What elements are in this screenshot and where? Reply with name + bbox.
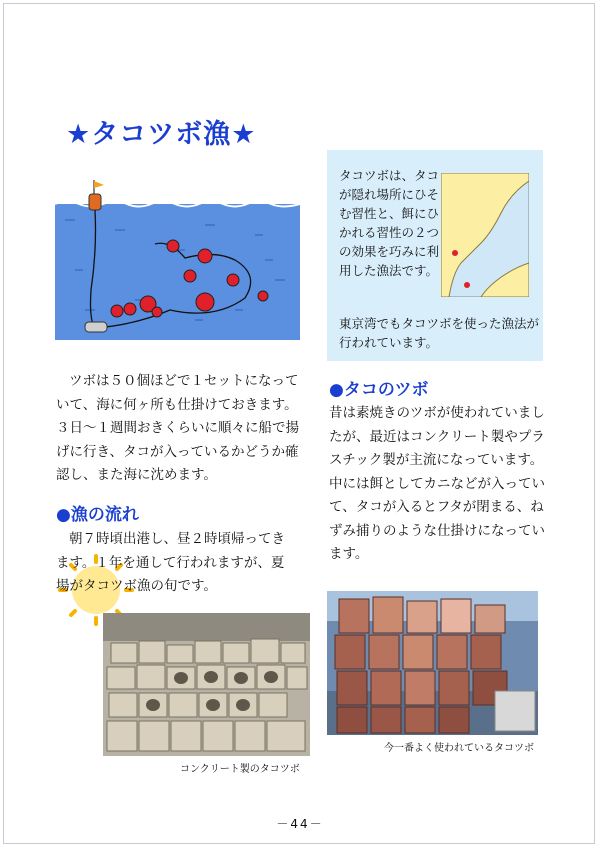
- caption-current-pot: 今一番よく使われているタコツボ: [384, 743, 534, 754]
- octopus-pot-illustration: [55, 180, 300, 340]
- section-text-flow: 朝７時頃出港し、昼２時頃帰ってきます。１年を通して行われますが、夏場がタコツボ漁の旬です。: [56, 531, 285, 594]
- caption-concrete-pot: コンクリート製のタコツボ: [180, 764, 300, 775]
- section-heading-flow: ●漁の流れ: [56, 505, 139, 525]
- section-text-pots: 昔は素焼きのツボが使われていましたが、最近はコンクリート製やプラスチック製が主流になっています。中には餌としてカニなどが入っていて、タコが入るとフタが閉まる、ねずみ捕りのような仕掛けになっています。: [329, 405, 545, 562]
- concrete-pot-photo: [103, 613, 310, 756]
- plastic-pot-photo: [327, 591, 538, 735]
- info-note: 東京湾でもタコツボを使った漁法が行われています。: [339, 316, 540, 350]
- page-title: ★タコツボ漁★: [66, 119, 257, 150]
- intro-paragraph: ツボは５０個ほどで１セットになっていて、海に何ヶ所も仕掛けておきます。３日～１週間おきくらいに順々に船で揚げに行き、タコが入っているかどうか確認し、また海に沈めます。: [56, 373, 299, 483]
- info-text: タコツボは、タコが隠れ場所にひそむ習性と、餌にひかれる習性の２つの効果を巧みに利用した漁法です。: [339, 168, 440, 278]
- section-heading-pots: ●タコのツボ: [329, 380, 429, 400]
- tokyo-bay-map: [441, 173, 529, 297]
- info-box: [327, 150, 543, 361]
- page-number: －44－: [276, 817, 324, 831]
